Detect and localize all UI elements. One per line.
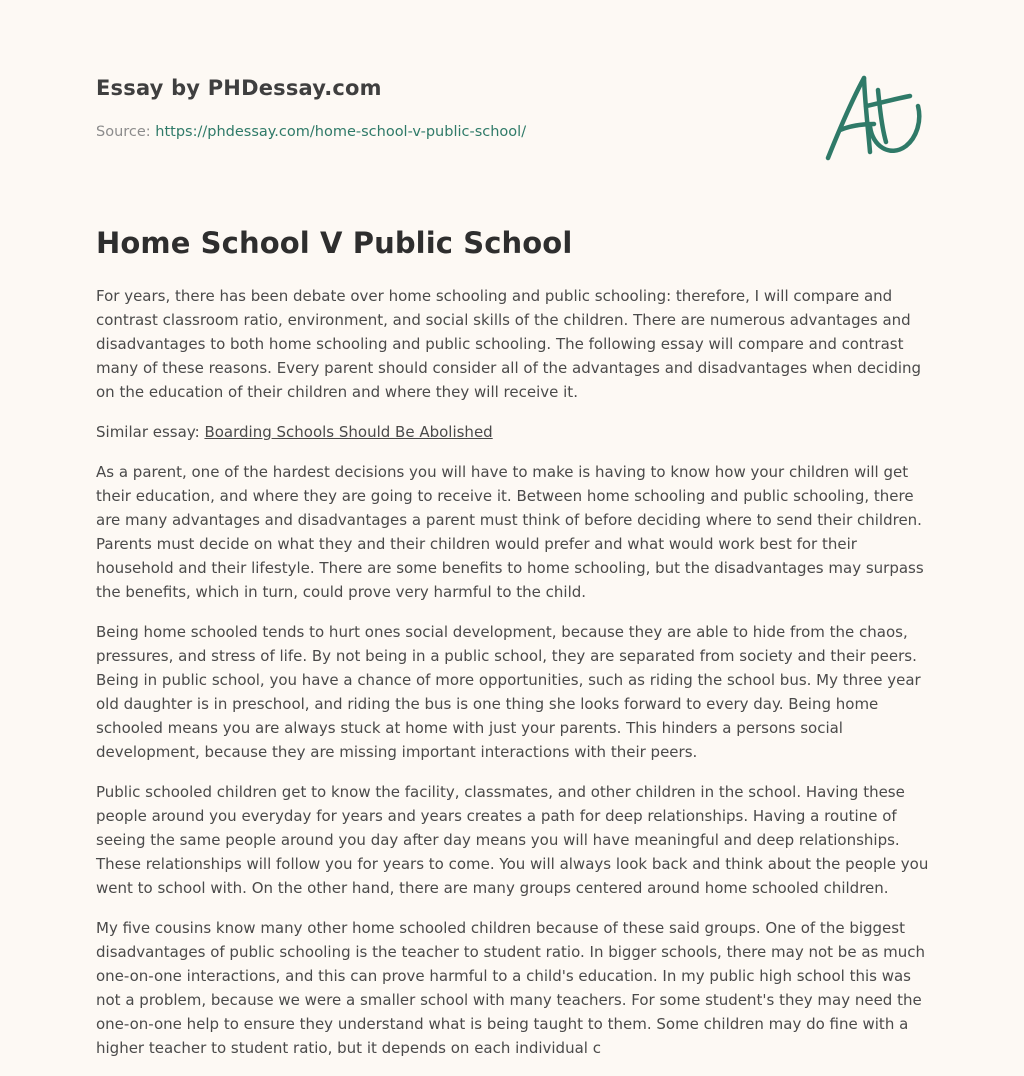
essay-paragraph: For years, there has been debate over home schooling and public schooling: therefore, I will compare and contrast classroom ratio, environment, and social skills of the children. There are numerous advantages and disadvantages to both home schooling and public schooling. The following essay will compare and contrast many of these reasons. Every parent should consider all of the advantages and disadvantages when deciding on the education of their children and where they will receive it. <box>96 287 922 401</box>
source-link[interactable]: https://phdessay.com/home-school-v-public-school/ <box>155 124 527 140</box>
a-plus-logo-icon <box>818 66 930 166</box>
essay-paragraph: As a parent, one of the hardest decisions you will have to make is having to know how your children will get their education, and where they are going to receive it. Between home schooling and public schooling, there are many advantages and disadvantages a parent must think of before deciding where to send their children. Parents must decide on what they and their children would prefer and what would work best for their household and their lifestyle. There are some benefits to home schooling, but the disadvantages may surpass the benefits, which in turn, could prove very harmful to the child. <box>96 463 924 601</box>
essay-paragraph: Public schooled children get to know the facility, classmates, and other children in the school. Having these people around you everyday for years and years creates a path for deep relationships. Having a routine of seeing the same people around you day after day means you will have meaningful and deep relationships. These relationships will follow you for years to come. You will always look back and think about the people you went to school with. On the other hand, there are many groups centered around home schooled children. <box>96 783 929 897</box>
source-label: Source: <box>96 124 151 140</box>
similar-essay-link[interactable]: Boarding Schools Should Be Abolished <box>204 423 493 441</box>
similar-essay-line <box>96 420 932 444</box>
essay-paragraph: Being home schooled tends to hurt ones social development, because they are able to hide from the chaos, pressures, and stress of life. By not being in a public school, they are separated from society and their peers. Being in public school, you have a chance of more opportunities, such as riding the school bus. My three year old daughter is in preschool, and riding the bus is one thing she looks forward to every day. Being home schooled means you are always stuck at home with just your parents. This hinders a persons social development, because they are missing important interactions with their peers. <box>96 623 921 761</box>
site-brand: Essay by PHDessay.com <box>96 76 382 100</box>
similar-essay-label: Similar essay: <box>96 423 200 441</box>
essay-title: Home School V Public School <box>96 226 573 260</box>
source-line <box>96 124 526 140</box>
essay-paragraph: My five cousins know many other home schooled children because of these said groups. One of the biggest disadvantages of public schooling is the teacher to student ratio. In bigger schools, there may not be as much one-on-one interactions, and this can prove harmful to a child's education. In my public high school this was not a problem, because we were a smaller school with many teachers. For some student's they may need the one-on-one help to ensure they understand what is being taught to them. Some children may do fine with a higher teacher to student ratio, but it depends on each individual c <box>96 919 925 1057</box>
essay-body <box>96 284 932 1076</box>
